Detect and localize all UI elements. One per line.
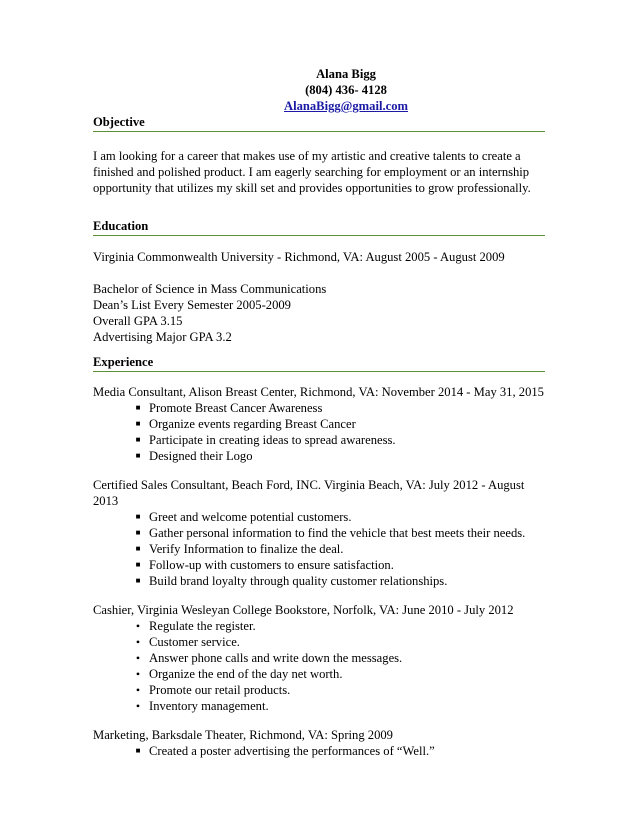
square-bullet-icon: ■ <box>135 451 141 460</box>
dot-bullet-icon: • <box>135 667 141 681</box>
job-heading: Certified Sales Consultant, Beach Ford, INC. Virginia Beach, VA: July 2012 - August 2013 <box>93 478 525 508</box>
resume-header <box>147 66 545 114</box>
dot-bullet-icon: • <box>135 683 141 697</box>
square-bullet-icon: ■ <box>135 419 141 428</box>
job-heading: Marketing, Barksdale Theater, Richmond, VA: Spring 2009 <box>93 728 393 742</box>
job-duty-item: ■ Build brand loyalty through quality customer relationships. <box>149 573 545 589</box>
job-duties-list <box>93 618 545 714</box>
job-duties-list <box>93 509 545 589</box>
education-school: Virginia Commonwealth University - Richmond, VA: August 2005 - August 2009 <box>93 250 505 264</box>
square-bullet-icon: ■ <box>135 403 141 412</box>
job-heading: Cashier, Virginia Wesleyan College Bookstore, Norfolk, VA: June 2010 - July 2012 <box>93 603 514 617</box>
job-duty-item: • Promote our retail products. <box>149 682 545 698</box>
job-duty-item: ■ Participate in creating ideas to spread awareness. <box>149 432 545 448</box>
job-heading: Media Consultant, Alison Breast Center, Richmond, VA: November 2014 - May 31, 2015 <box>93 385 544 399</box>
job-duty-item: ■ Promote Breast Cancer Awareness <box>149 400 545 416</box>
experience-heading: Experience <box>93 354 545 372</box>
square-bullet-icon: ■ <box>135 746 141 755</box>
job-duty-item: • Customer service. <box>149 634 545 650</box>
job-duty-item: ■ Verify Information to finalize the deal. <box>149 541 545 557</box>
square-bullet-icon: ■ <box>135 576 141 585</box>
job-duty-item: ■ Gather personal information to find the vehicle that best meets their needs. <box>149 525 545 541</box>
job-duty-item: • Organize the end of the day net worth. <box>149 666 545 682</box>
job-duty-item: ■ Organize events regarding Breast Cancer <box>149 416 545 432</box>
job-duties-list <box>93 400 545 464</box>
candidate-name: Alana Bigg <box>316 67 376 81</box>
dot-bullet-icon: • <box>135 699 141 713</box>
square-bullet-icon: ■ <box>135 560 141 569</box>
resume-content <box>93 66 545 759</box>
square-bullet-icon: ■ <box>135 544 141 553</box>
job-entry <box>93 384 545 464</box>
education-heading: Education <box>93 218 545 236</box>
education-major-gpa: Advertising Major GPA 3.2 <box>93 330 232 344</box>
dot-bullet-icon: • <box>135 619 141 633</box>
job-entry <box>93 602 545 714</box>
job-entry <box>93 477 545 589</box>
square-bullet-icon: ■ <box>135 435 141 444</box>
dot-bullet-icon: • <box>135 635 141 649</box>
dot-bullet-icon: • <box>135 651 141 665</box>
job-duty-item: • Inventory management. <box>149 698 545 714</box>
job-duty-item: • Regulate the register. <box>149 618 545 634</box>
job-entry <box>93 727 545 759</box>
education-deans-list: Dean’s List Every Semester 2005-2009 <box>93 298 291 312</box>
job-duty-item: • Answer phone calls and write down the messages. <box>149 650 545 666</box>
square-bullet-icon: ■ <box>135 512 141 521</box>
education-overall-gpa: Overall GPA 3.15 <box>93 314 183 328</box>
job-duties-list <box>93 743 545 759</box>
education-degree: Bachelor of Science in Mass Communications <box>93 282 327 296</box>
candidate-phone: (804) 436- 4128 <box>305 83 387 97</box>
job-duty-item: ■ Created a poster advertising the performances of “Well.” <box>149 743 545 759</box>
job-duty-item: ■ Greet and welcome potential customers. <box>149 509 545 525</box>
job-duty-item: ■ Follow-up with customers to ensure satisfaction. <box>149 557 545 573</box>
candidate-email-link[interactable]: AlanaBigg@gmail.com <box>283 99 408 113</box>
job-duty-item: ■ Designed their Logo <box>149 448 545 464</box>
square-bullet-icon: ■ <box>135 528 141 537</box>
objective-text: I am looking for a career that makes use of my artistic and creative talents to create a finished and polished product. I am eagerly searching for employment or an internship opportunity that utilizes my skill set and provides opportunities to grow professionally. <box>93 149 531 195</box>
objective-heading: Objective <box>93 114 545 132</box>
